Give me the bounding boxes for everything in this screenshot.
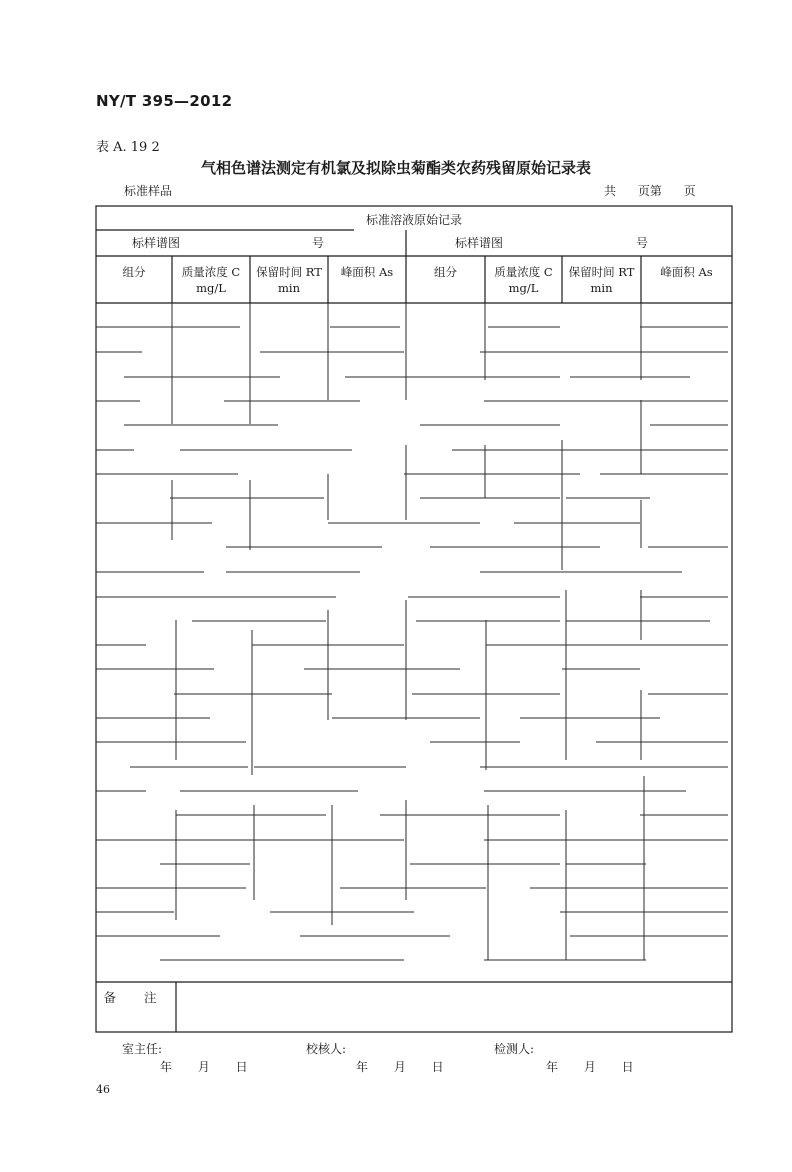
tester-date: 年 月 日 [546, 1060, 634, 1074]
checker-label: 校核人: [306, 1042, 347, 1056]
table-section-title: 标准溶液原始记录 [365, 213, 462, 227]
page-title: 气相色谱法测定有机氯及拟除虫菊酯类农药残留原始记录表 [200, 159, 591, 177]
col-component-left: 组分 [122, 265, 146, 279]
sample-label: 标准样品 [124, 184, 173, 198]
supervisor-date: 年 月 日 [160, 1060, 248, 1074]
col-peak-area-left: 峰面积 As [340, 265, 394, 279]
col-peak-area-right: 峰面积 As [660, 265, 713, 279]
table-number: 表 A. 19 2 [96, 140, 160, 155]
remarks-label: 备 注 [103, 990, 169, 1005]
col-concentration-right: 质量浓度 C mg/L [494, 265, 553, 295]
number-label-right: 号 [636, 236, 649, 250]
page-number: 46 [96, 1083, 110, 1096]
supervisor-label: 室主任: [122, 1042, 163, 1056]
page-count: 共 页第 页 [604, 184, 696, 198]
col-retention-right: 保留时间 RT min [568, 265, 635, 295]
tester-label: 检测人: [494, 1042, 535, 1056]
table-border [96, 206, 732, 1032]
standard-number: NY/T 395—2012 [96, 92, 233, 110]
checker-date: 年 月 日 [356, 1060, 444, 1074]
col-retention-left: 保留时间 RT min [256, 265, 322, 295]
chromatogram-label-left: 标样谱图 [132, 236, 181, 250]
chromatogram-label-right: 标样谱图 [455, 236, 504, 250]
col-component-right: 组分 [434, 265, 457, 279]
col-concentration-left: 质量浓度 C mg/L [181, 265, 241, 295]
number-label-left: 号 [312, 236, 325, 250]
